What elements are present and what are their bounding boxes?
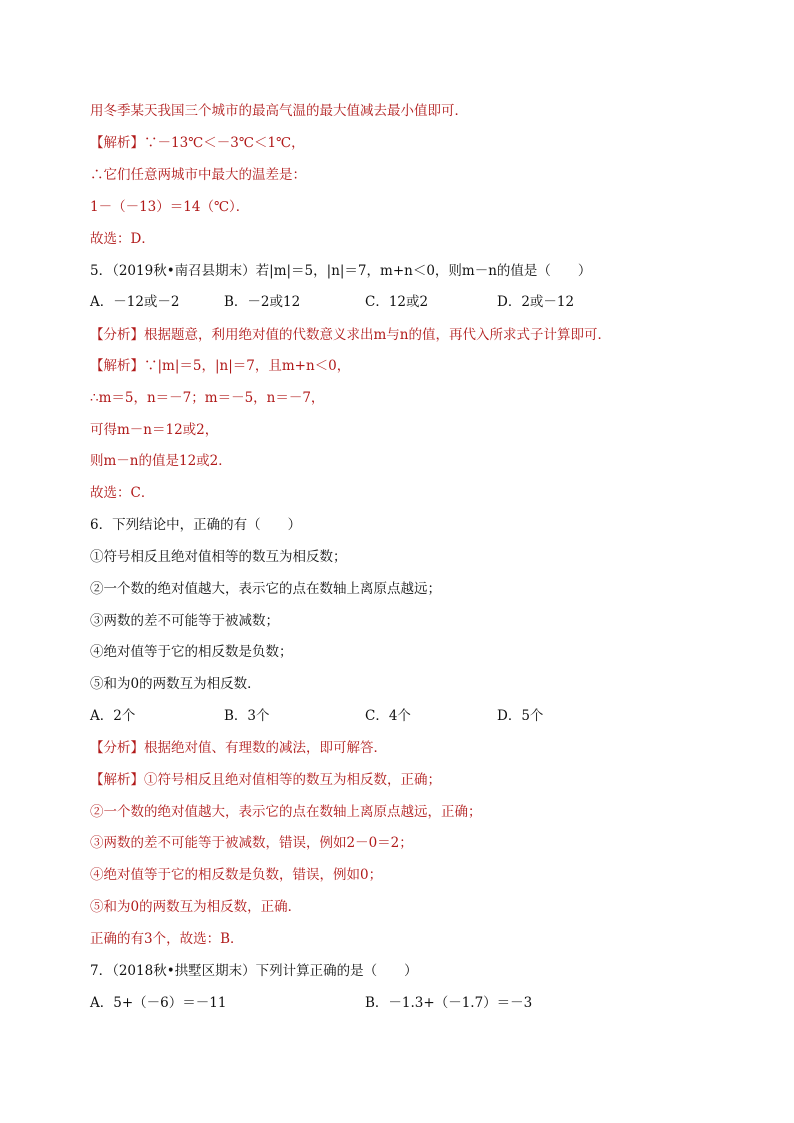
q6-option-d: D．5个 <box>497 708 544 724</box>
solution-line: ⑤和为0的两数互为相反数，正确． <box>90 899 302 915</box>
solution-line: 则m－n的值是12或2． <box>90 453 232 469</box>
solution-line: 1－（－13）＝14（℃）． <box>90 199 250 215</box>
statement-1: ①符号相反且绝对值相等的数互为相反数； <box>90 549 347 565</box>
question-7: 7．（2018秋•拱墅区期末）下列计算正确的是（ ） <box>90 963 418 979</box>
q5-option-b: B．－2或12 <box>224 294 301 310</box>
q5-option-a: A．－12或－2 <box>90 294 180 310</box>
analysis-line: 用冬季某天我国三个城市的最高气温的最大值减去最小值即可． <box>90 103 468 119</box>
answer-line: 故选：C． <box>90 485 155 501</box>
solution-line: 【解析】∵－13℃＜－3℃＜1℃， <box>90 135 305 151</box>
solution-line: 【解析】∵|m|＝5，|n|＝7，且m+n＜0， <box>90 358 351 374</box>
solution-line: ∴m＝5，n＝－7；m＝－5，n＝－7， <box>90 390 325 406</box>
analysis-line: 【分析】根据题意，利用绝对值的代数意义求出m与n的值，再代入所求式子计算即可． <box>90 327 611 343</box>
q6-option-b: B．3个 <box>224 708 270 724</box>
statement-4: ④绝对值等于它的相反数是负数； <box>90 644 293 660</box>
solution-line: ③两数的差不可能等于被减数，错误，例如2－0＝2； <box>90 835 413 851</box>
q6-option-c: C．4个 <box>365 708 411 724</box>
q7-option-a: A．5+（－6）＝－11 <box>90 995 227 1011</box>
solution-line: 【解析】①符号相反且绝对值相等的数互为相反数，正确； <box>90 772 441 788</box>
solution-line: ②一个数的绝对值越大，表示它的点在数轴上离原点越远，正确； <box>90 804 482 820</box>
q5-option-c: C．12或2 <box>365 294 429 310</box>
q7-option-b: B．－1.3+（－1.7）＝－3 <box>365 995 533 1011</box>
q5-option-d: D．2或－12 <box>497 294 575 310</box>
answer-line: 故选：D． <box>90 231 155 247</box>
solution-line: ④绝对值等于它的相反数是负数，错误，例如0； <box>90 867 383 883</box>
statement-5: ⑤和为0的两数互为相反数． <box>90 676 261 692</box>
analysis-line: 【分析】根据绝对值、有理数的减法，即可解答． <box>90 740 387 756</box>
answer-line: 正确的有3个，故选：B． <box>90 931 244 947</box>
question-5: 5．（2019秋•南召县期末）若|m|＝5，|n|＝7，m+n＜0，则m－n的值是（ ） <box>90 263 592 279</box>
statement-3: ③两数的差不可能等于被减数； <box>90 613 279 629</box>
solution-line: 可得m－n＝12或2， <box>90 422 219 438</box>
solution-line: ∴它们任意两城市中最大的温差是： <box>90 167 306 183</box>
statement-2: ②一个数的绝对值越大，表示它的点在数轴上离原点越远； <box>90 581 441 597</box>
question-6: 6．下列结论中，正确的有（ ） <box>90 517 302 533</box>
q6-option-a: A．2个 <box>90 708 136 724</box>
